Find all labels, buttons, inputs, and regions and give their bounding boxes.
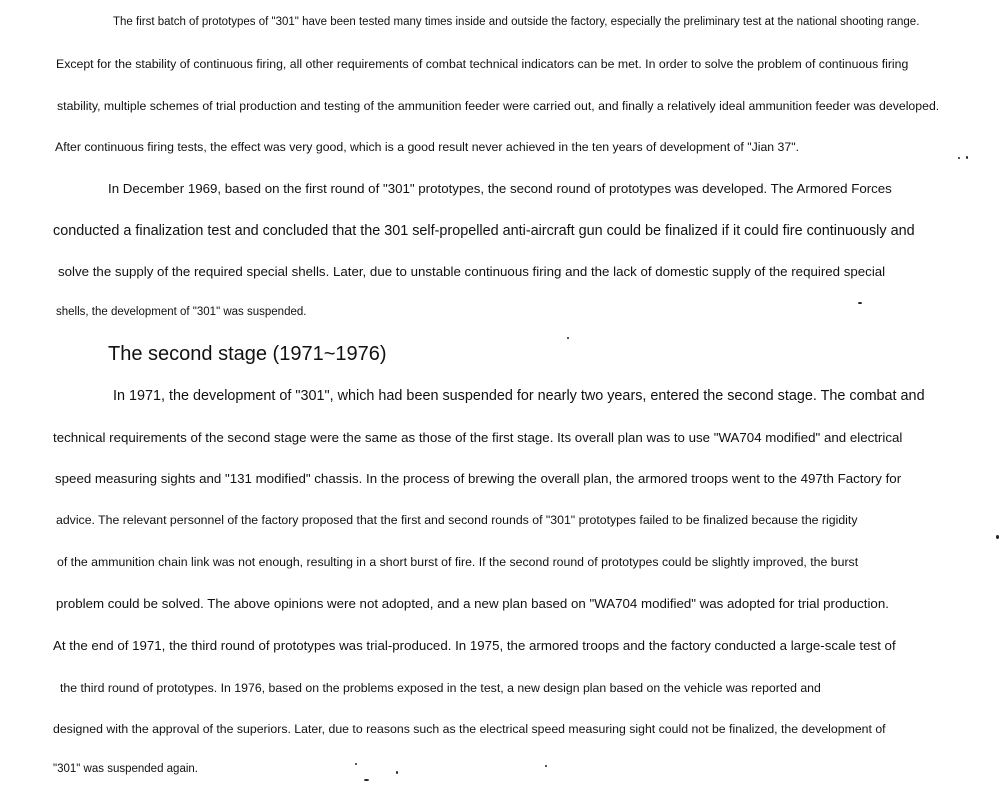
text-line: In 1971, the development of "301", which had been suspended for nearly two years, entered the second stage. The combat and [113, 388, 925, 404]
text-line: "301" was suspended again. [53, 763, 198, 775]
scan-speck [966, 156, 968, 159]
scan-speck [545, 765, 547, 767]
text-line: At the end of 1971, the third round of prototypes was trial-produced. In 1975, the armored troops and the factory conducted a large-scale test of [53, 638, 896, 653]
scan-speck [364, 779, 369, 781]
text-line: advice. The relevant personnel of the factory proposed that the first and second rounds of "301" prototypes failed to be finalized because the rigidity [56, 513, 858, 527]
text-line: stability, multiple schemes of trial production and testing of the ammunition feeder were carried out, and finally a relatively ideal ammunition feeder was developed. [57, 99, 940, 113]
text-line: Except for the stability of continuous firing, all other requirements of combat technical indicators can be met. In order to solve the problem of continuous firing [56, 57, 909, 71]
text-line: conducted a finalization test and concluded that the 301 self-propelled anti-aircraft gun could be finalized if it could fire continuously and [53, 223, 915, 239]
scan-speck [858, 302, 862, 304]
text-line: shells, the development of "301" was suspended. [56, 306, 307, 318]
scan-speck [996, 535, 999, 539]
text-line: problem could be solved. The above opinions were not adopted, and a new plan based on "WA704 modified" was adopted for trial production. [56, 596, 889, 611]
text-line: technical requirements of the second stage were the same as those of the first stage. Its overall plan was to use "WA704 modified" and electrical [53, 430, 903, 445]
text-line: solve the supply of the required special shells. Later, due to unstable continuous firing and the lack of domestic supply of the required special [58, 264, 886, 279]
text-line: speed measuring sights and "131 modified" chassis. In the process of brewing the overall plan, the armored troops went to the 497th Factory for [55, 471, 902, 486]
text-line: of the ammunition chain link was not enough, resulting in a short burst of fire. If the second round of prototypes could be slightly improved, the burst [57, 555, 859, 569]
text-line: After continuous firing tests, the effect was very good, which is a good result never achieved in the ten years of development of "Jian 37". [55, 140, 800, 154]
scan-speck [396, 771, 398, 774]
text-line: The first batch of prototypes of "301" have been tested many times inside and outside the factory, especially the preliminary test at the national shooting range. [113, 16, 920, 28]
scan-speck [355, 763, 357, 765]
scan-speck [567, 337, 569, 339]
text-line: the third round of prototypes. In 1976, based on the problems exposed in the test, a new design plan based on the vehicle was reported and [60, 681, 821, 695]
scan-speck [958, 157, 960, 159]
text-line: designed with the approval of the superiors. Later, due to reasons such as the electrical speed measuring sight could not be finalized, the development of [53, 722, 886, 736]
section-heading: The second stage (1971~1976) [108, 343, 387, 365]
text-line: In December 1969, based on the first round of "301" prototypes, the second round of prototypes was developed. The Armored Forces [108, 181, 892, 196]
